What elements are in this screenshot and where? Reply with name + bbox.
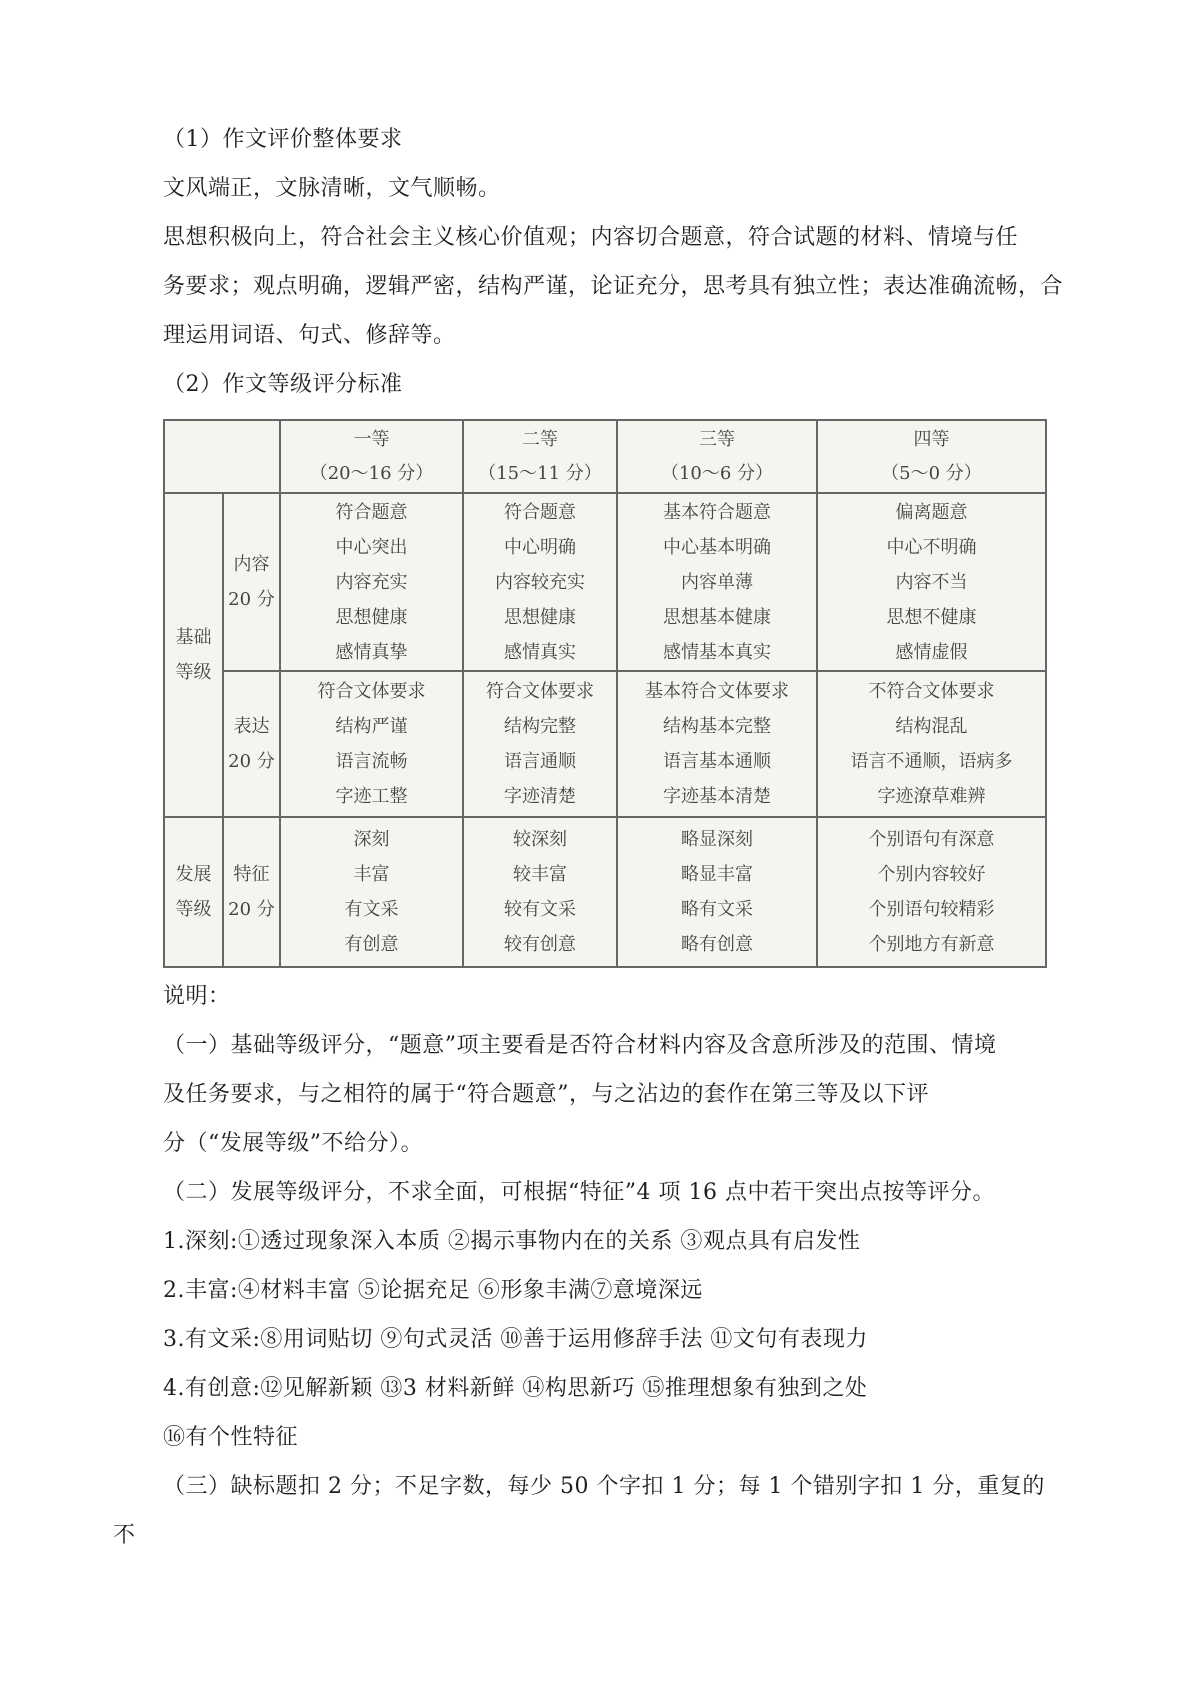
heading-overall-requirements: （1）作文评价整体要求 xyxy=(163,127,403,152)
requirements-line-3: 理运用词语、句式、修辞等。 xyxy=(163,323,456,348)
note-3-line-1: （三）缺标题扣 2 分；不足字数，每少 50 个字扣 1 分；每 1 个错别字扣 1 分，重复的 xyxy=(163,1474,1045,1499)
grade-2-header: 二等 （15～11 分） xyxy=(463,420,617,493)
notes-title: 说明： xyxy=(163,984,231,1009)
expression-grade-2: 符合文体要求 结构完整 语言通顺 字迹清楚 xyxy=(463,671,617,817)
grade-4-header: 四等 （5～0 分） xyxy=(817,420,1046,493)
feature-label: 特征 20 分 xyxy=(223,817,280,967)
table-row-expression xyxy=(164,671,1046,817)
feature-grade-1: 深刻 丰富 有文采 有创意 xyxy=(280,817,463,967)
expression-grade-4: 不符合文体要求 结构混乱 语言不通顺，语病多 字迹潦草难辨 xyxy=(817,671,1046,817)
style-line: 文风端正，文脉清晰，文气顺畅。 xyxy=(163,176,501,201)
grade-3-header: 三等 （10～6 分） xyxy=(617,420,817,493)
feature-item-4-continued: ⑯有个性特征 xyxy=(163,1425,299,1450)
table-corner-cell xyxy=(164,420,280,493)
heading-grading-standards: （2）作文等级评分标准 xyxy=(163,372,403,397)
table-row-content xyxy=(164,493,1046,671)
note-1-line-3: 分（“发展等级”不给分）。 xyxy=(163,1131,423,1156)
grade-1-header: 一等 （20～16 分） xyxy=(280,420,463,493)
feature-grade-4: 个别语句有深意 个别内容较好 个别语句较精彩 个别地方有新意 xyxy=(817,817,1046,967)
table-row-features xyxy=(164,817,1046,967)
content-label: 内容 20 分 xyxy=(223,493,280,671)
feature-item-1: 1.深刻:①透过现象深入本质 ②揭示事物内在的关系 ③观点具有启发性 xyxy=(163,1229,861,1254)
feature-item-4: 4.有创意:⑫见解新颖 ⑬3 材料新鲜 ⑭构思新巧 ⑮推理想象有独到之处 xyxy=(163,1376,868,1401)
content-grade-3: 基本符合题意 中心基本明确 内容单薄 思想基本健康 感情基本真实 xyxy=(617,493,817,671)
feature-grade-2: 较深刻 较丰富 较有文采 较有创意 xyxy=(463,817,617,967)
note-1-line-1: （一）基础等级评分，“题意”项主要看是否符合材料内容及含意所涉及的范围、情境 xyxy=(163,1033,997,1058)
note-3-line-2: 不 xyxy=(113,1523,136,1548)
note-2: （二）发展等级评分，不求全面，可根据“特征”4 项 16 点中若干突出点按等评分。 xyxy=(163,1180,995,1205)
feature-item-3: 3.有文采:⑧用词贴切 ⑨句式灵活 ⑩善于运用修辞手法 ⑪文句有表现力 xyxy=(163,1327,868,1352)
note-1-line-2: 及任务要求，与之相符的属于“符合题意”，与之沾边的套作在第三等及以下评 xyxy=(163,1082,929,1107)
development-level-label: 发展 等级 xyxy=(164,817,223,967)
expression-grade-3: 基本符合文体要求 结构基本完整 语言基本通顺 字迹基本清楚 xyxy=(617,671,817,817)
requirements-line-2: 务要求；观点明确，逻辑严密，结构严谨，论证充分，思考具有独立性；表达准确流畅，合 xyxy=(163,274,1064,299)
basic-level-label: 基础 等级 xyxy=(164,493,223,817)
feature-item-2: 2.丰富:④材料丰富 ⑤论据充足 ⑥形象丰满⑦意境深远 xyxy=(163,1278,703,1303)
feature-grade-3: 略显深刻 略显丰富 略有文采 略有创意 xyxy=(617,817,817,967)
content-grade-1: 符合题意 中心突出 内容充实 思想健康 感情真挚 xyxy=(280,493,463,671)
expression-grade-1: 符合文体要求 结构严谨 语言流畅 字迹工整 xyxy=(280,671,463,817)
expression-label: 表达 20 分 xyxy=(223,671,280,817)
requirements-line-1: 思想积极向上，符合社会主义核心价值观；内容切合题意，符合试题的材料、情境与任 xyxy=(163,225,1019,250)
content-grade-4: 偏离题意 中心不明确 内容不当 思想不健康 感情虚假 xyxy=(817,493,1046,671)
content-grade-2: 符合题意 中心明确 内容较充实 思想健康 感情真实 xyxy=(463,493,617,671)
table-header-row xyxy=(164,420,1046,493)
grading-standards-table xyxy=(163,419,1047,968)
